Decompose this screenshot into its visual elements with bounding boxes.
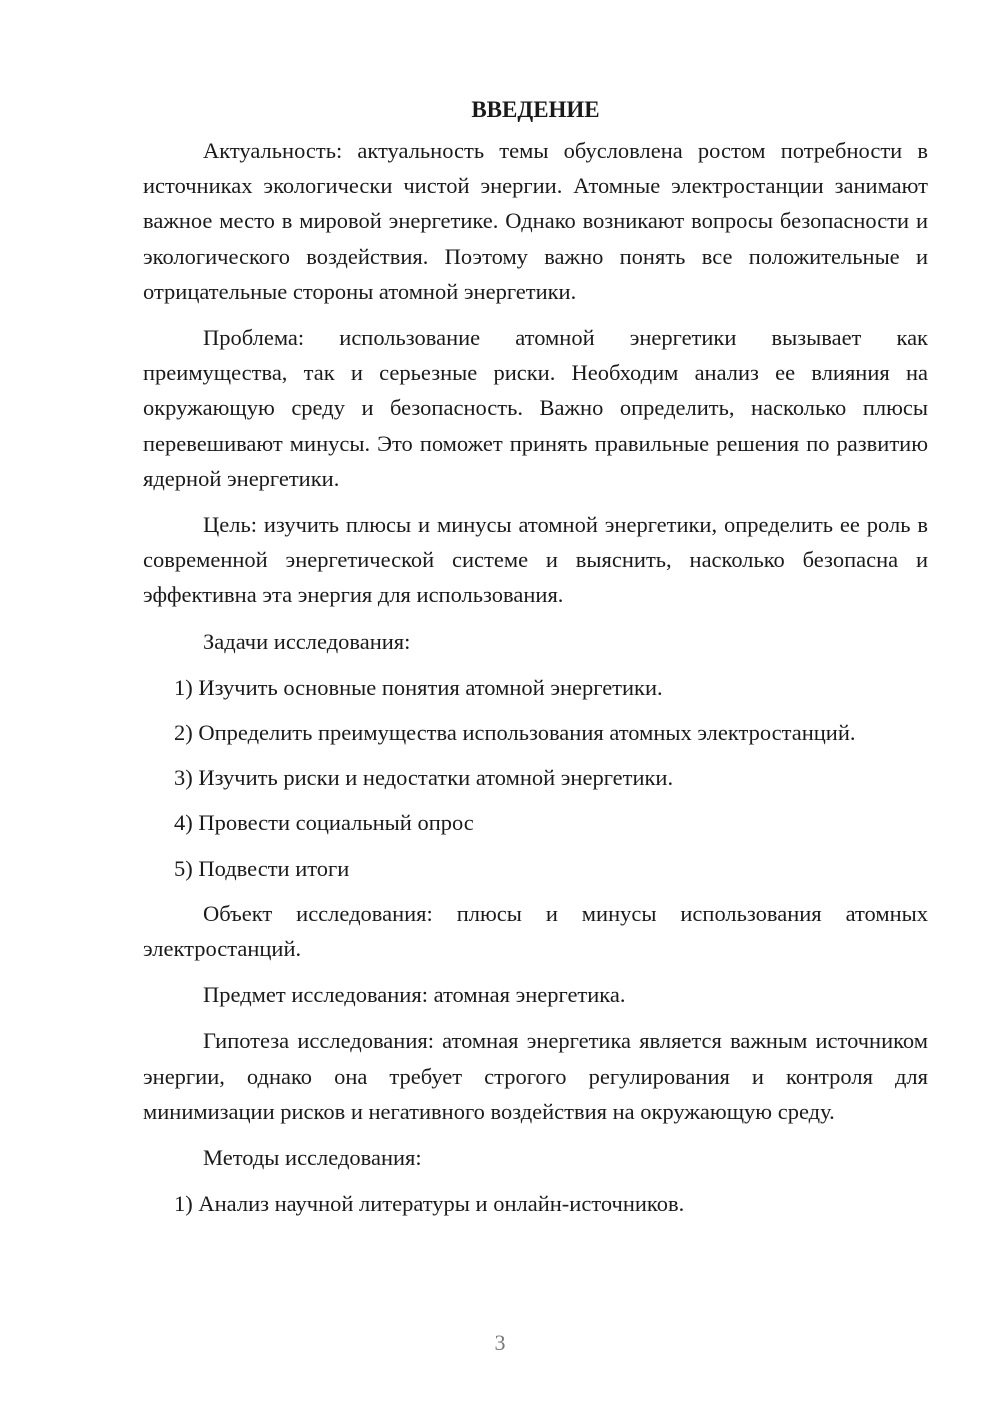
method-item-1: 1) Анализ научной литературы и онлайн-источников.	[174, 1191, 685, 1217]
object-paragraph: Объект исследования: плюсы и минусы использования атомных электростанций.	[143, 900, 928, 962]
subject-paragraph: Предмет исследования: атомная энергетика.	[203, 982, 626, 1008]
page-title: ВВЕДЕНИЕ	[471, 97, 600, 122]
task-item-2: 2) Определить преимущества использования атомных электростанций.	[174, 720, 856, 746]
task-item-4: 4) Провести социальный опрос	[174, 810, 474, 836]
tasks-heading: Задачи исследования:	[203, 628, 411, 654]
hypothesis-paragraph: Гипотеза исследования: атомная энергетика является важным источником энергии, однако она требует строгого регулирования и контроля для минимизации рисков и негативного воздействия на окружающую среду.	[143, 1028, 928, 1124]
relevance-paragraph: Актуальность: актуальность темы обусловлена ростом потребности в источниках экологически чистой энергии. Атомные электростанции занимают важное место в мировой энергетике. Однако возникают вопросы безопасности и экологического воздействия. Поэтому важно понять все положительные и отрицательные стороны атомной энергетики.	[143, 138, 928, 304]
problem-paragraph: Проблема: использование атомной энергетики вызывает как преимущества, так и серьезные риски. Необходим анализ ее влияния на окружающую среду и безопасность. Важно определить, насколько плюсы перевешивают минусы. Это поможет принять правильные решения по развитию ядерной энергетики.	[143, 325, 928, 491]
task-item-5: 5) Подвести итоги	[174, 855, 350, 881]
document-body	[143, 92, 928, 1231]
task-item-1: 1) Изучить основные понятия атомной энергетики.	[174, 674, 663, 700]
methods-heading: Методы исследования:	[203, 1145, 422, 1171]
goal-paragraph: Цель: изучить плюсы и минусы атомной энергетики, определить ее роль в современной энергетической системе и выяснить, насколько безопасна и эффективна эта энергия для использования.	[143, 512, 928, 608]
task-item-3: 3) Изучить риски и недостатки атомной энергетики.	[174, 765, 674, 791]
page-number: 3	[494, 1330, 506, 1355]
